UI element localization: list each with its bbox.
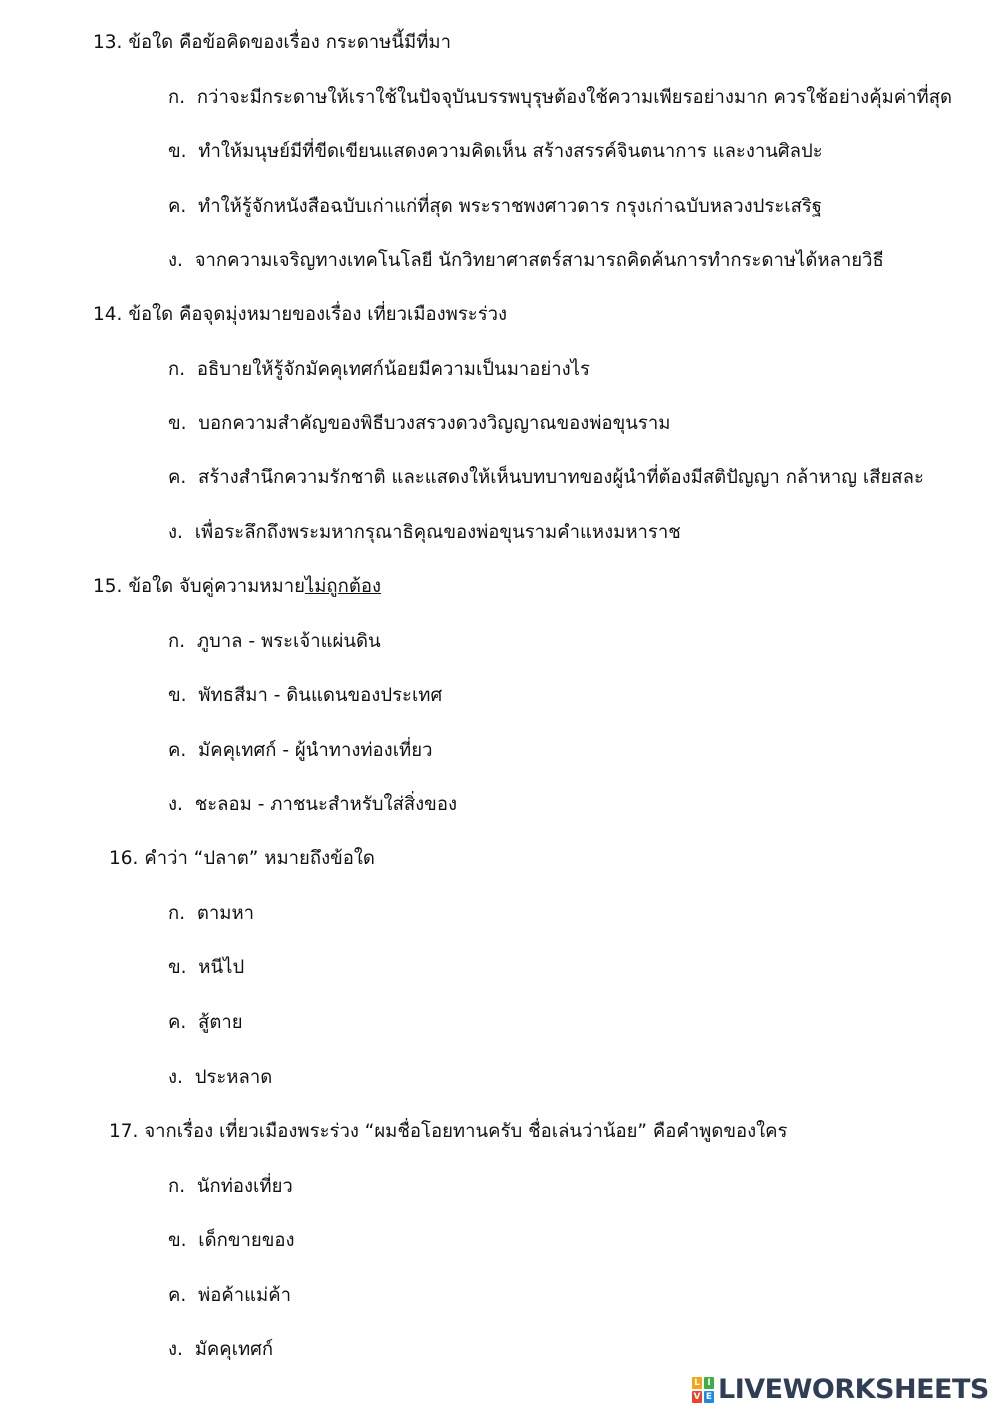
option-15-b[interactable]: ข. พัทธสีมา - ดินแดนของประเทศ <box>168 685 443 706</box>
question-number: 14. <box>93 304 123 325</box>
option-14-a[interactable]: ก. อธิบายให้รู้จักมัคคุเทศก์น้อยมีความเป็นมาอย่างไร <box>168 359 590 380</box>
question-number: 13. <box>93 32 123 53</box>
logo-icon: L I V E <box>693 1377 713 1402</box>
question-text: ข้อใด คือข้อคิดของเรื่อง กระดาษนี้มีที่มา <box>128 32 451 53</box>
option-14-c[interactable]: ค. สร้างสำนึกความรักชาติ และแสดงให้เห็นบทบาทของผู้นำที่ต้องมีสติปัญญา กล้าหาญ เสียสละ <box>168 467 924 488</box>
option-17-c[interactable]: ค. พ่อค้าแม่ค้า <box>168 1285 291 1306</box>
option-15-a[interactable]: ก. ภูบาล - พระเจ้าแผ่นดิน <box>168 631 381 652</box>
question-number: 15. <box>93 576 123 597</box>
option-14-b[interactable]: ข. บอกความสำคัญของพิธีบวงสรวงดวงวิญญาณของพ่อขุนราม <box>168 413 671 434</box>
question-number: 17. <box>109 1121 139 1142</box>
brand-name: LIVEWORKSHEETS <box>718 1374 989 1405</box>
question-text: คำว่า “ปลาต” หมายถึงข้อใด <box>144 848 375 869</box>
question-text: ข้อใด จับคู่ความหมาย <box>128 576 305 597</box>
question-15 <box>93 575 381 599</box>
option-16-d[interactable]: ง. ประหลาด <box>168 1067 273 1088</box>
question-17 <box>109 1120 788 1144</box>
question-text: ข้อใด คือจุดมุ่งหมายของเรื่อง เที่ยวเมืองพระร่วง <box>128 304 508 325</box>
option-13-d[interactable]: ง. จากความเจริญทางเทคโนโลยี นักวิทยาศาสตร์สามารถคิดค้นการทำกระดาษได้หลายวิธี <box>168 250 884 271</box>
question-text-underlined: ไม่ถูกต้อง <box>304 576 381 597</box>
question-13 <box>93 31 451 55</box>
option-14-d[interactable]: ง. เพื่อระลึกถึงพระมหากรุณาธิคุณของพ่อขุนรามคำแหงมหาราช <box>168 522 681 543</box>
option-17-a[interactable]: ก. นักท่องเที่ยว <box>168 1176 293 1197</box>
option-15-d[interactable]: ง. ชะลอม - ภาชนะสำหรับใส่สิ่งของ <box>168 794 457 815</box>
option-13-a[interactable]: ก. กว่าจะมีกระดาษให้เราใช้ในปัจจุบันบรรพบุรุษต้องใช้ความเพียรอย่างมาก ควรใช้อย่างคุ้มค่าที่สุด <box>168 87 953 108</box>
option-13-c[interactable]: ค. ทำให้รู้จักหนังสือฉบับเก่าแก่ที่สุด พระราชพงศาวดาร กรุงเก่าฉบับหลวงประเสริฐ <box>168 196 823 217</box>
question-14 <box>93 303 507 327</box>
option-15-c[interactable]: ค. มัคคุเทศก์ - ผู้นำทางท่องเที่ยว <box>168 740 433 761</box>
question-16 <box>109 847 375 871</box>
question-number: 16. <box>109 848 139 869</box>
question-text: จากเรื่อง เที่ยวเมืองพระร่วง “ผมชื่อโอยทานครับ ชื่อเล่นว่าน้อย” คือคำพูดของใคร <box>144 1121 788 1142</box>
option-17-d[interactable]: ง. มัคคุเทศก์ <box>168 1339 274 1360</box>
option-17-b[interactable]: ข. เด็กขายของ <box>168 1230 295 1251</box>
liveworksheets-logo <box>692 1374 989 1405</box>
option-16-a[interactable]: ก. ตามหา <box>168 903 255 924</box>
option-16-c[interactable]: ค. สู้ตาย <box>168 1012 243 1033</box>
option-16-b[interactable]: ข. หนีไป <box>168 957 245 978</box>
option-13-b[interactable]: ข. ทำให้มนุษย์มีที่ขีดเขียนแสดงความคิดเห็น สร้างสรรค์จินตนาการ และงานศิลปะ <box>168 141 823 162</box>
